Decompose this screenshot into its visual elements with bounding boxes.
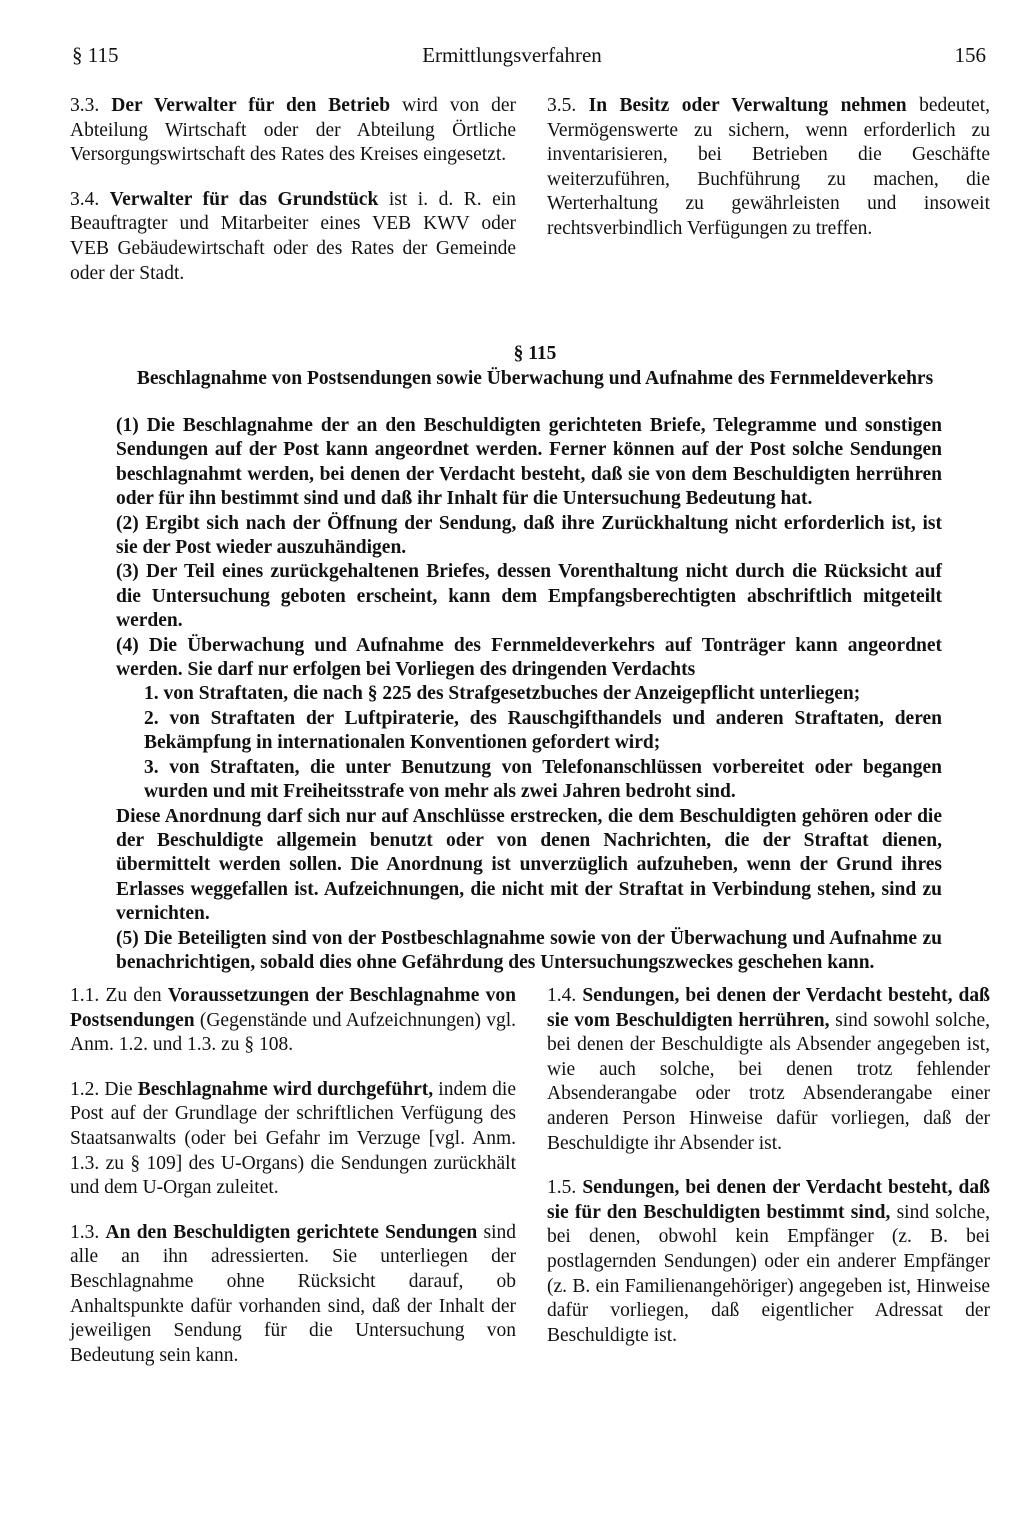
law-paragraph-4-continued: Diese Anordnung darf sich nur auf Anschlüsse erstrecken, die dem Beschuldigten gehören oder die der Beschuldigte allgemein benutzt oder von denen Nachrichten, die der Straftat dienen, übermittelt werden sollen. Die Anordnung ist unverzüglich aufzuheben, wenn der Grund ihres Erlasses weggefallen ist. Aufzeichnungen, die nicht mit der Straftat in Verbindung stehen, sind zu vernichten. <box>116 805 942 925</box>
running-title: Ermittlungsverfahren <box>422 43 602 67</box>
law-list-item-1: 1. von Straftaten, die nach § 225 des Strafgesetzbuches der Anzeigepflicht unterliegen; <box>144 683 861 705</box>
note-term: Sendungen, bei denen der Verdacht besteht, daß sie für den Beschuldigten bestimmt sind, <box>547 1177 990 1223</box>
note-text: sind alle an ihn adressierten. Sie unterliegen der Beschlagnahme ohne Rücksicht darauf, ob Anhaltspunkte dafür vorhanden sind, daß der Inhalt der jeweiligen Sendung für die Untersuchung von Bedeutung sein kann. <box>70 1221 517 1366</box>
note-number: 1.2. <box>70 1078 100 1100</box>
top-left-column <box>70 94 516 286</box>
note-number: 1.3. <box>70 1221 100 1243</box>
page-number: 156 <box>954 43 986 67</box>
note-lead: Die <box>104 1078 133 1100</box>
note-lead: Zu den <box>105 985 162 1006</box>
note-text: (Gegenstände und Aufzeichnungen) vgl. Anm. 1.2. und 1.3. zu § 108. <box>70 1009 517 1056</box>
note-term: Sendungen, bei denen der Verdacht besteht, daß sie vom Beschuldigten herrühren, <box>547 985 990 1031</box>
note-text: indem die Post auf der Grundlage der schriftlichen Verfügung des Staatsanwalts (oder bei Gefahr im Verzuge [vgl. Anm. 1.3. zu § 109] des U-Organs) die Sendungen zurückhält und dem U-Organ zuleitet. <box>70 1078 517 1199</box>
note-text: wird von der Abteilung Wirtschaft oder der Abteilung Örtliche Versorgungswirtschaft des Rates des Kreises eingesetzt. <box>70 95 516 166</box>
note-3-3 <box>70 94 516 168</box>
note-number: 3.5. <box>547 95 577 116</box>
note-term: Voraussetzungen der Beschlagnahme von Postsendungen <box>70 985 516 1031</box>
law-list-item-3: 3. von Straftaten, die unter Benutzung von Telefonanschlüssen vorbereitet oder begangen wurden und mit Freiheitsstrafe von mehr als zwei Jahren bedroht sind. <box>144 756 942 803</box>
note-text: bedeutet, Vermögenswerte zu sichern, wenn erforderlich zu inventarisieren, bei Betrieben die Geschäfte weiterzuführen, Buchführung zu machen, die Werterhaltung zu gewährleisten und insoweit rechtsverbindlich Verfügungen zu treffen. <box>547 95 991 239</box>
note-term: Beschlagnahme wird durchgeführt, <box>137 1078 434 1100</box>
law-paragraph-1: (1) Die Beschlagnahme der an den Beschuldigten gerichteten Briefe, Telegramme und sonstigen Sendungen auf der Post kann angeordnet werden. Ferner können auf der Post solche Sendungen beschlagnahmt werden, bei denen der Verdacht besteht, daß sie von dem Beschuldigten herrühren oder für ihn bestimmt sind und daß ihr Inhalt für die Untersuchung Bedeutung hat. <box>116 415 942 510</box>
note-1-3 <box>70 1221 516 1369</box>
note-text: ist i. d. R. ein Beauftragter und Mitarbeiter eines VEB KWV oder VEB Gebäudewirtschaft oder des Rates der Gemeinde oder der Stadt. <box>70 188 516 284</box>
law-list-item-2: 2. von Straftaten der Luftpiraterie, des Rauschgifthandels und anderen Straftaten, deren Bekämpfung in internationalen Konventionen gefordert wird; <box>144 707 942 754</box>
law-section-number: § 115 <box>513 343 557 364</box>
note-1-1 <box>70 984 516 1058</box>
note-1-5 <box>547 1176 990 1348</box>
bottom-left-column <box>70 984 516 1368</box>
law-text <box>116 414 942 975</box>
law-paragraph-5: (5) Die Beteiligten sind von der Postbeschlagnahme sowie von der Überwachung und Aufnahme zu benachrichtigen, sobald dies ohne Gefährdung des Untersuchungszweckes geschehen kann. <box>116 927 942 973</box>
law-paragraph-2: (2) Ergibt sich nach der Öffnung der Sendung, daß ihre Zurückhaltung nicht erforderlich ist, ist sie der Post wieder auszuhändigen. <box>116 512 942 559</box>
note-number: 1.1. <box>70 985 100 1006</box>
law-section-title: Beschlagnahme von Postsendungen sowie Überwachung und Aufnahme des Fernmeldeverkehrs <box>136 368 934 389</box>
note-number: 3.4. <box>70 188 100 210</box>
law-paragraph-4: (4) Die Überwachung und Aufnahme des Fernmeldeverkehrs auf Tonträger kann angeordnet werden. Sie darf nur erfolgen bei Vorliegen des dringenden Verdachts <box>116 634 942 681</box>
note-term: Der Verwalter für den Betrieb <box>111 95 391 116</box>
law-paragraph-3: (3) Der Teil eines zurückgehaltenen Briefes, dessen Vorenthaltung nicht durch die Rücksicht auf die Untersuchung geboten erscheint, kann dem Empfangsberechtigten abschriftlich mitgeteilt werden. <box>116 561 942 632</box>
note-text: sind sowohl solche, bei denen der Beschuldigte als Absender angegeben ist, wie auch solche, bei denen trotz fehlender Absenderangabe oder trotz Absenderangabe einer anderen Person Hinweise dafür vorliegen, daß der Beschuldigte ihr Absender ist. <box>547 1009 990 1154</box>
note-number: 1.5. <box>547 1177 577 1199</box>
note-number: 1.4. <box>547 985 577 1006</box>
note-number: 3.3. <box>70 95 100 116</box>
note-1-4 <box>547 984 990 1156</box>
note-term: Verwalter für das Grundstück <box>109 188 379 210</box>
bottom-right-column <box>547 984 990 1348</box>
note-term: An den Beschuldigten gerichtete Sendungen <box>105 1221 478 1243</box>
top-right-column <box>547 94 990 242</box>
note-1-2 <box>70 1078 516 1201</box>
note-3-5 <box>547 94 990 242</box>
note-term: In Besitz oder Verwaltung nehmen <box>588 95 907 116</box>
note-text: sind solche, bei denen, obwohl kein Empfänger (z. B. bei postlagernden Sendungen) oder ein anderer Empfänger (z. B. ein Familienangehöriger) angegeben ist, Hinweise dafür vorliegen, daß eigentlicher Adressat der Beschuldigte ist. <box>547 1201 990 1346</box>
running-section: § 115 <box>72 43 119 67</box>
note-3-4 <box>70 188 516 286</box>
